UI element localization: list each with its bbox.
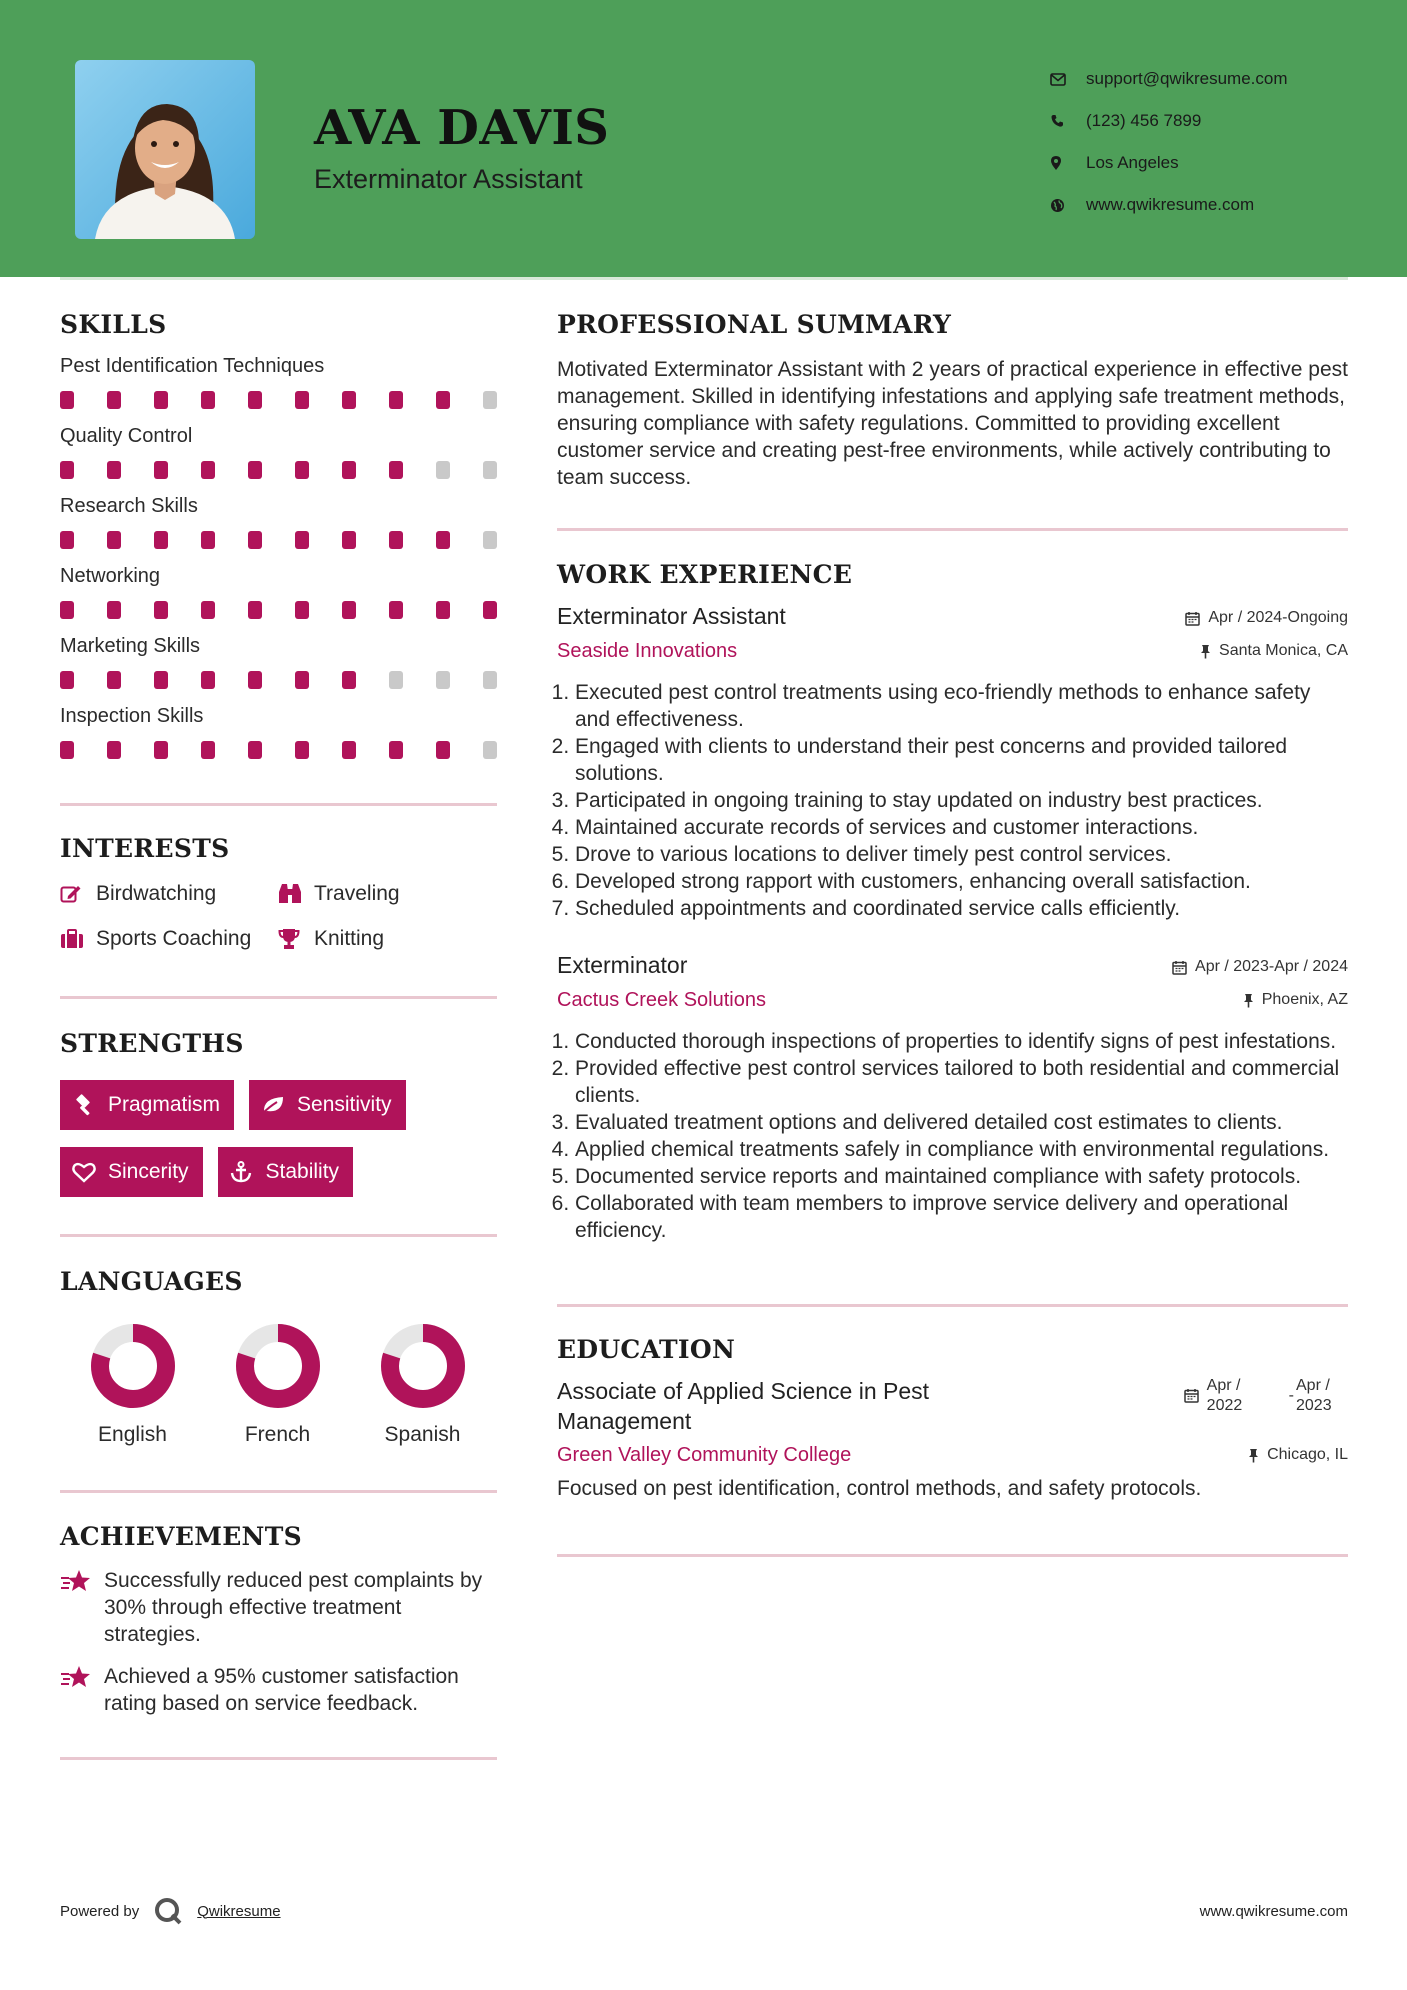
rating-dot-filled	[389, 741, 403, 759]
rating-dot-filled	[342, 531, 356, 549]
interest-label: Traveling	[314, 882, 400, 905]
qwikresume-logo-icon	[153, 1896, 183, 1926]
job-location	[1243, 991, 1348, 1009]
language-proficiency-ring	[89, 1322, 177, 1410]
rating-dot-filled	[248, 391, 262, 409]
trophy-icon	[278, 928, 314, 950]
skills-list	[60, 353, 497, 759]
duties-list	[557, 1028, 1348, 1244]
contact-email[interactable]	[1050, 58, 1288, 100]
rating-dot-filled	[436, 601, 450, 619]
duty-item: 6. Developed strong rapport with customers, enhancing overall satisfaction.	[575, 868, 1348, 895]
strength-label: Pragmatism	[108, 1093, 221, 1116]
gavel-icon	[72, 1094, 108, 1116]
strength-label: Sincerity	[108, 1160, 189, 1183]
skill-rating	[60, 601, 497, 619]
rating-dot-filled	[248, 601, 262, 619]
anchor-icon	[230, 1161, 266, 1183]
interests-list	[60, 881, 497, 952]
rating-dot-filled	[389, 461, 403, 479]
left-column	[60, 310, 497, 1760]
strength-badge	[60, 1147, 203, 1197]
interests-heading: INTERESTS	[60, 834, 230, 863]
rating-dot-filled	[201, 531, 215, 549]
duty-item: 1. Conducted thorough inspections of properties to identify signs of pest infestations.	[575, 1028, 1348, 1055]
rating-dot-empty	[483, 461, 497, 479]
duty-item: 2. Engaged with clients to understand their pest concerns and provided tailored solutions.	[575, 733, 1348, 787]
skill-item	[60, 493, 497, 549]
rating-dot-filled	[154, 531, 168, 549]
achievement-item	[60, 1567, 497, 1648]
footer	[60, 1896, 1348, 1926]
interest-label: Sports Coaching	[96, 927, 252, 950]
skill-item	[60, 563, 497, 619]
achievements-heading: ACHIEVEMENTS	[60, 1522, 302, 1551]
section-divider	[60, 803, 497, 806]
strengths-list	[60, 1080, 497, 1197]
pencil-edit-icon	[60, 884, 96, 904]
education-end: Apr / 2023	[1296, 1377, 1332, 1414]
language-proficiency-ring	[234, 1322, 322, 1410]
degree-title: Associate of Applied Science in Pest Management	[557, 1378, 930, 1434]
rating-dot-filled	[107, 531, 121, 549]
skills-heading: SKILLS	[60, 310, 167, 339]
job-location	[1200, 642, 1348, 660]
rating-dot-filled	[389, 531, 403, 549]
skill-label: Research Skills	[60, 495, 198, 517]
job-subheader	[557, 989, 1348, 1012]
rating-dot-filled	[295, 671, 309, 689]
rating-dot-filled	[60, 391, 74, 409]
rating-dot-filled	[342, 391, 356, 409]
job-entry	[557, 603, 1348, 922]
rating-dot-filled	[295, 601, 309, 619]
job-dates	[1172, 958, 1348, 976]
interest-label: Knitting	[314, 927, 385, 950]
rating-dot-filled	[342, 741, 356, 759]
duty-item: 2. Provided effective pest control services tailored to both residential and commercial clients.	[575, 1055, 1348, 1109]
rating-dot-empty	[389, 671, 403, 689]
job-header	[557, 603, 1348, 630]
leaf-icon	[261, 1095, 297, 1115]
section-divider	[557, 528, 1348, 531]
rating-dot-filled	[107, 671, 121, 689]
pushpin-icon	[1248, 1448, 1259, 1463]
section-divider	[557, 1554, 1348, 1557]
achievement-item	[60, 1663, 497, 1717]
duty-item: 6. Collaborated with team members to improve service delivery and operational efficiency.	[575, 1190, 1348, 1244]
skill-item	[60, 423, 497, 479]
education-date-sep: -	[1288, 1387, 1294, 1404]
summary-heading: PROFESSIONAL SUMMARY	[557, 310, 952, 339]
rating-dot-empty	[483, 531, 497, 549]
header-underline	[60, 277, 1348, 280]
language-label: French	[244, 1423, 311, 1446]
skill-item	[60, 703, 497, 759]
strength-label: Sensitivity	[297, 1093, 392, 1116]
rating-dot-filled	[295, 461, 309, 479]
rating-dot-filled	[389, 601, 403, 619]
summary-section	[557, 310, 1348, 491]
contact-phone[interactable]	[1050, 100, 1288, 142]
skill-rating	[60, 671, 497, 689]
education-description: Focused on pest identification, control methods, and safety protocols.	[557, 1477, 1202, 1500]
section-divider	[60, 1490, 497, 1493]
language-label: English	[98, 1423, 167, 1446]
interest-label: Birdwatching	[96, 882, 217, 905]
job-location-text: Santa Monica, CA	[1219, 642, 1348, 659]
rating-dot-empty	[483, 671, 497, 689]
rating-dot-filled	[342, 461, 356, 479]
contact-location	[1050, 142, 1288, 184]
education-header	[557, 1376, 1348, 1436]
rating-dot-filled	[154, 391, 168, 409]
language-item	[205, 1322, 350, 1447]
duty-item: 5. Drove to various locations to deliver timely pest control services.	[575, 841, 1348, 868]
rating-dot-filled	[107, 741, 121, 759]
rating-dot-filled	[295, 391, 309, 409]
right-column	[557, 310, 1348, 1557]
rating-dot-filled	[201, 671, 215, 689]
rating-dot-empty	[436, 671, 450, 689]
binoculars-icon	[278, 883, 314, 905]
rating-dot-filled	[107, 601, 121, 619]
language-item	[60, 1322, 205, 1447]
language-item	[350, 1322, 495, 1447]
qwikresume-link[interactable]: Qwikresume	[197, 1902, 281, 1920]
education-dates	[1163, 1376, 1348, 1416]
duties-list	[557, 679, 1348, 922]
summary-text: Motivated Exterminator Assistant with 2 years of practical experience in effective pest management. Skilled in identifying infestations and applying safe treatment methods, ensuring compliance with safety regulations. Committed to providing excellent customer service and creating pest-free environments, while actively contributing to team success.	[557, 358, 1348, 489]
duty-item: 1. Executed pest control treatments using eco-friendly methods to enhance safety and effectiveness.	[575, 679, 1348, 733]
rating-dot-filled	[201, 461, 215, 479]
education-subheader	[557, 1444, 1348, 1467]
heart-icon	[72, 1162, 108, 1183]
company-name: Cactus Creek Solutions	[557, 989, 766, 1011]
rating-dot-filled	[483, 601, 497, 619]
contact-website[interactable]	[1050, 184, 1288, 226]
skill-label: Marketing Skills	[60, 635, 201, 657]
duty-item: 4. Maintained accurate records of services and customer interactions.	[575, 814, 1348, 841]
skill-rating	[60, 391, 497, 409]
experience-section	[557, 560, 1348, 1244]
section-divider	[60, 1757, 497, 1760]
interest-item	[60, 926, 278, 952]
rating-dot-filled	[60, 671, 74, 689]
rating-dot-filled	[60, 741, 74, 759]
rating-dot-filled	[60, 601, 74, 619]
rating-dot-filled	[248, 461, 262, 479]
rating-dot-empty	[483, 741, 497, 759]
rating-dot-empty	[483, 391, 497, 409]
calendar-icon	[1185, 611, 1200, 626]
phone-icon	[1050, 114, 1086, 128]
language-label: Spanish	[384, 1423, 461, 1446]
rating-dot-filled	[342, 671, 356, 689]
candidate-title: Exterminator Assistant	[314, 164, 583, 194]
rating-dot-filled	[154, 461, 168, 479]
education-section	[557, 1335, 1348, 1502]
rating-dot-empty	[436, 461, 450, 479]
contact-phone-text: (123) 456 7899	[1086, 111, 1202, 130]
envelope-icon	[1050, 73, 1086, 86]
globe-icon	[1050, 198, 1086, 213]
rating-dot-filled	[107, 461, 121, 479]
company-name: Seaside Innovations	[557, 640, 738, 662]
contact-email-text: support@qwikresume.com	[1086, 69, 1288, 88]
rating-dot-filled	[389, 391, 403, 409]
skill-label: Quality Control	[60, 425, 193, 447]
calendar-icon	[1184, 1388, 1199, 1403]
resume-header	[0, 0, 1407, 277]
language-proficiency-ring	[379, 1322, 467, 1410]
skill-item	[60, 353, 497, 409]
interests-section	[60, 834, 497, 952]
rating-dot-filled	[154, 601, 168, 619]
skill-rating	[60, 461, 497, 479]
duty-item: 4. Applied chemical treatments safely in compliance with environmental regulations.	[575, 1136, 1348, 1163]
footer-website[interactable]: www.qwikresume.com	[1199, 1902, 1348, 1920]
job-header	[557, 952, 1348, 979]
job-entry	[557, 952, 1348, 1244]
contact-location-text: Los Angeles	[1086, 153, 1179, 172]
suitcase-icon	[60, 929, 96, 949]
profile-photo	[75, 60, 255, 239]
job-dates-text: Apr / 2023-Apr / 2024	[1195, 958, 1348, 975]
rating-dot-filled	[201, 741, 215, 759]
duty-item: 3. Evaluated treatment options and delivered detailed cost estimates to clients.	[575, 1109, 1348, 1136]
rating-dot-filled	[436, 741, 450, 759]
school-name: Green Valley Community College	[557, 1444, 852, 1466]
rating-dot-filled	[248, 531, 262, 549]
skill-item	[60, 633, 497, 689]
skills-section	[60, 310, 497, 759]
languages-section	[60, 1267, 497, 1447]
strength-badge	[60, 1080, 234, 1130]
contact-list	[1050, 58, 1288, 226]
job-dates	[1185, 609, 1348, 627]
education-start: Apr / 2022	[1206, 1377, 1243, 1414]
duty-item: 3. Participated in ongoing training to stay updated on industry best practices.	[575, 787, 1348, 814]
duty-item: 7. Scheduled appointments and coordinated service calls efficiently.	[575, 895, 1348, 922]
job-location-text: Phoenix, AZ	[1261, 991, 1348, 1008]
strengths-heading: STRENGTHS	[60, 1029, 244, 1058]
rating-dot-filled	[295, 741, 309, 759]
job-title: Exterminator	[557, 952, 688, 978]
skill-rating	[60, 741, 497, 759]
job-dates-text: Apr / 2024-Ongoing	[1208, 609, 1348, 626]
rating-dot-filled	[154, 741, 168, 759]
skill-label: Networking	[60, 565, 161, 587]
languages-heading: LANGUAGES	[60, 1267, 243, 1296]
achievement-text: Successfully reduced pest complaints by 30% through effective treatment strategies.	[104, 1569, 483, 1646]
pushpin-icon	[1200, 644, 1211, 659]
rating-dot-filled	[342, 601, 356, 619]
skill-label: Inspection Skills	[60, 705, 204, 727]
candidate-name: AVA DAVIS	[314, 100, 610, 156]
rating-dot-filled	[436, 391, 450, 409]
experience-heading: WORK EXPERIENCE	[557, 560, 853, 589]
strength-badge	[218, 1147, 354, 1197]
strength-badge	[249, 1080, 406, 1130]
rating-dot-filled	[201, 391, 215, 409]
rating-dot-filled	[60, 531, 74, 549]
rating-dot-filled	[201, 601, 215, 619]
strength-label: Stability	[265, 1160, 340, 1183]
skill-label: Pest Identification Techniques	[60, 355, 325, 377]
rating-dot-filled	[248, 741, 262, 759]
star-icon	[60, 1567, 104, 1648]
star-icon	[60, 1663, 104, 1717]
powered-by-label: Powered by	[60, 1902, 140, 1920]
education-heading: EDUCATION	[557, 1335, 736, 1364]
rating-dot-filled	[248, 671, 262, 689]
rating-dot-filled	[154, 671, 168, 689]
calendar-icon	[1172, 960, 1187, 975]
contact-website-text: www.qwikresume.com	[1086, 195, 1255, 214]
strengths-section	[60, 1029, 497, 1197]
education-location	[1248, 1446, 1348, 1464]
rating-dot-filled	[60, 461, 74, 479]
rating-dot-filled	[107, 391, 121, 409]
section-divider	[557, 1304, 1348, 1307]
section-divider	[60, 996, 497, 999]
job-subheader	[557, 640, 1348, 663]
job-title: Exterminator Assistant	[557, 603, 786, 629]
achievements-section	[60, 1522, 497, 1717]
education-location-text: Chicago, IL	[1267, 1446, 1348, 1463]
interest-item	[278, 881, 478, 907]
interest-item	[278, 926, 478, 952]
skill-rating	[60, 531, 497, 549]
duty-item: 5. Documented service reports and maintained compliance with safety protocols.	[575, 1163, 1348, 1190]
interest-item	[60, 881, 278, 907]
map-pin-icon	[1050, 155, 1086, 171]
section-divider	[60, 1234, 497, 1237]
rating-dot-filled	[295, 531, 309, 549]
pushpin-icon	[1243, 993, 1254, 1008]
languages-list	[60, 1322, 497, 1447]
achievement-text: Achieved a 95% customer satisfaction rating based on service feedback.	[104, 1665, 459, 1715]
rating-dot-filled	[436, 531, 450, 549]
